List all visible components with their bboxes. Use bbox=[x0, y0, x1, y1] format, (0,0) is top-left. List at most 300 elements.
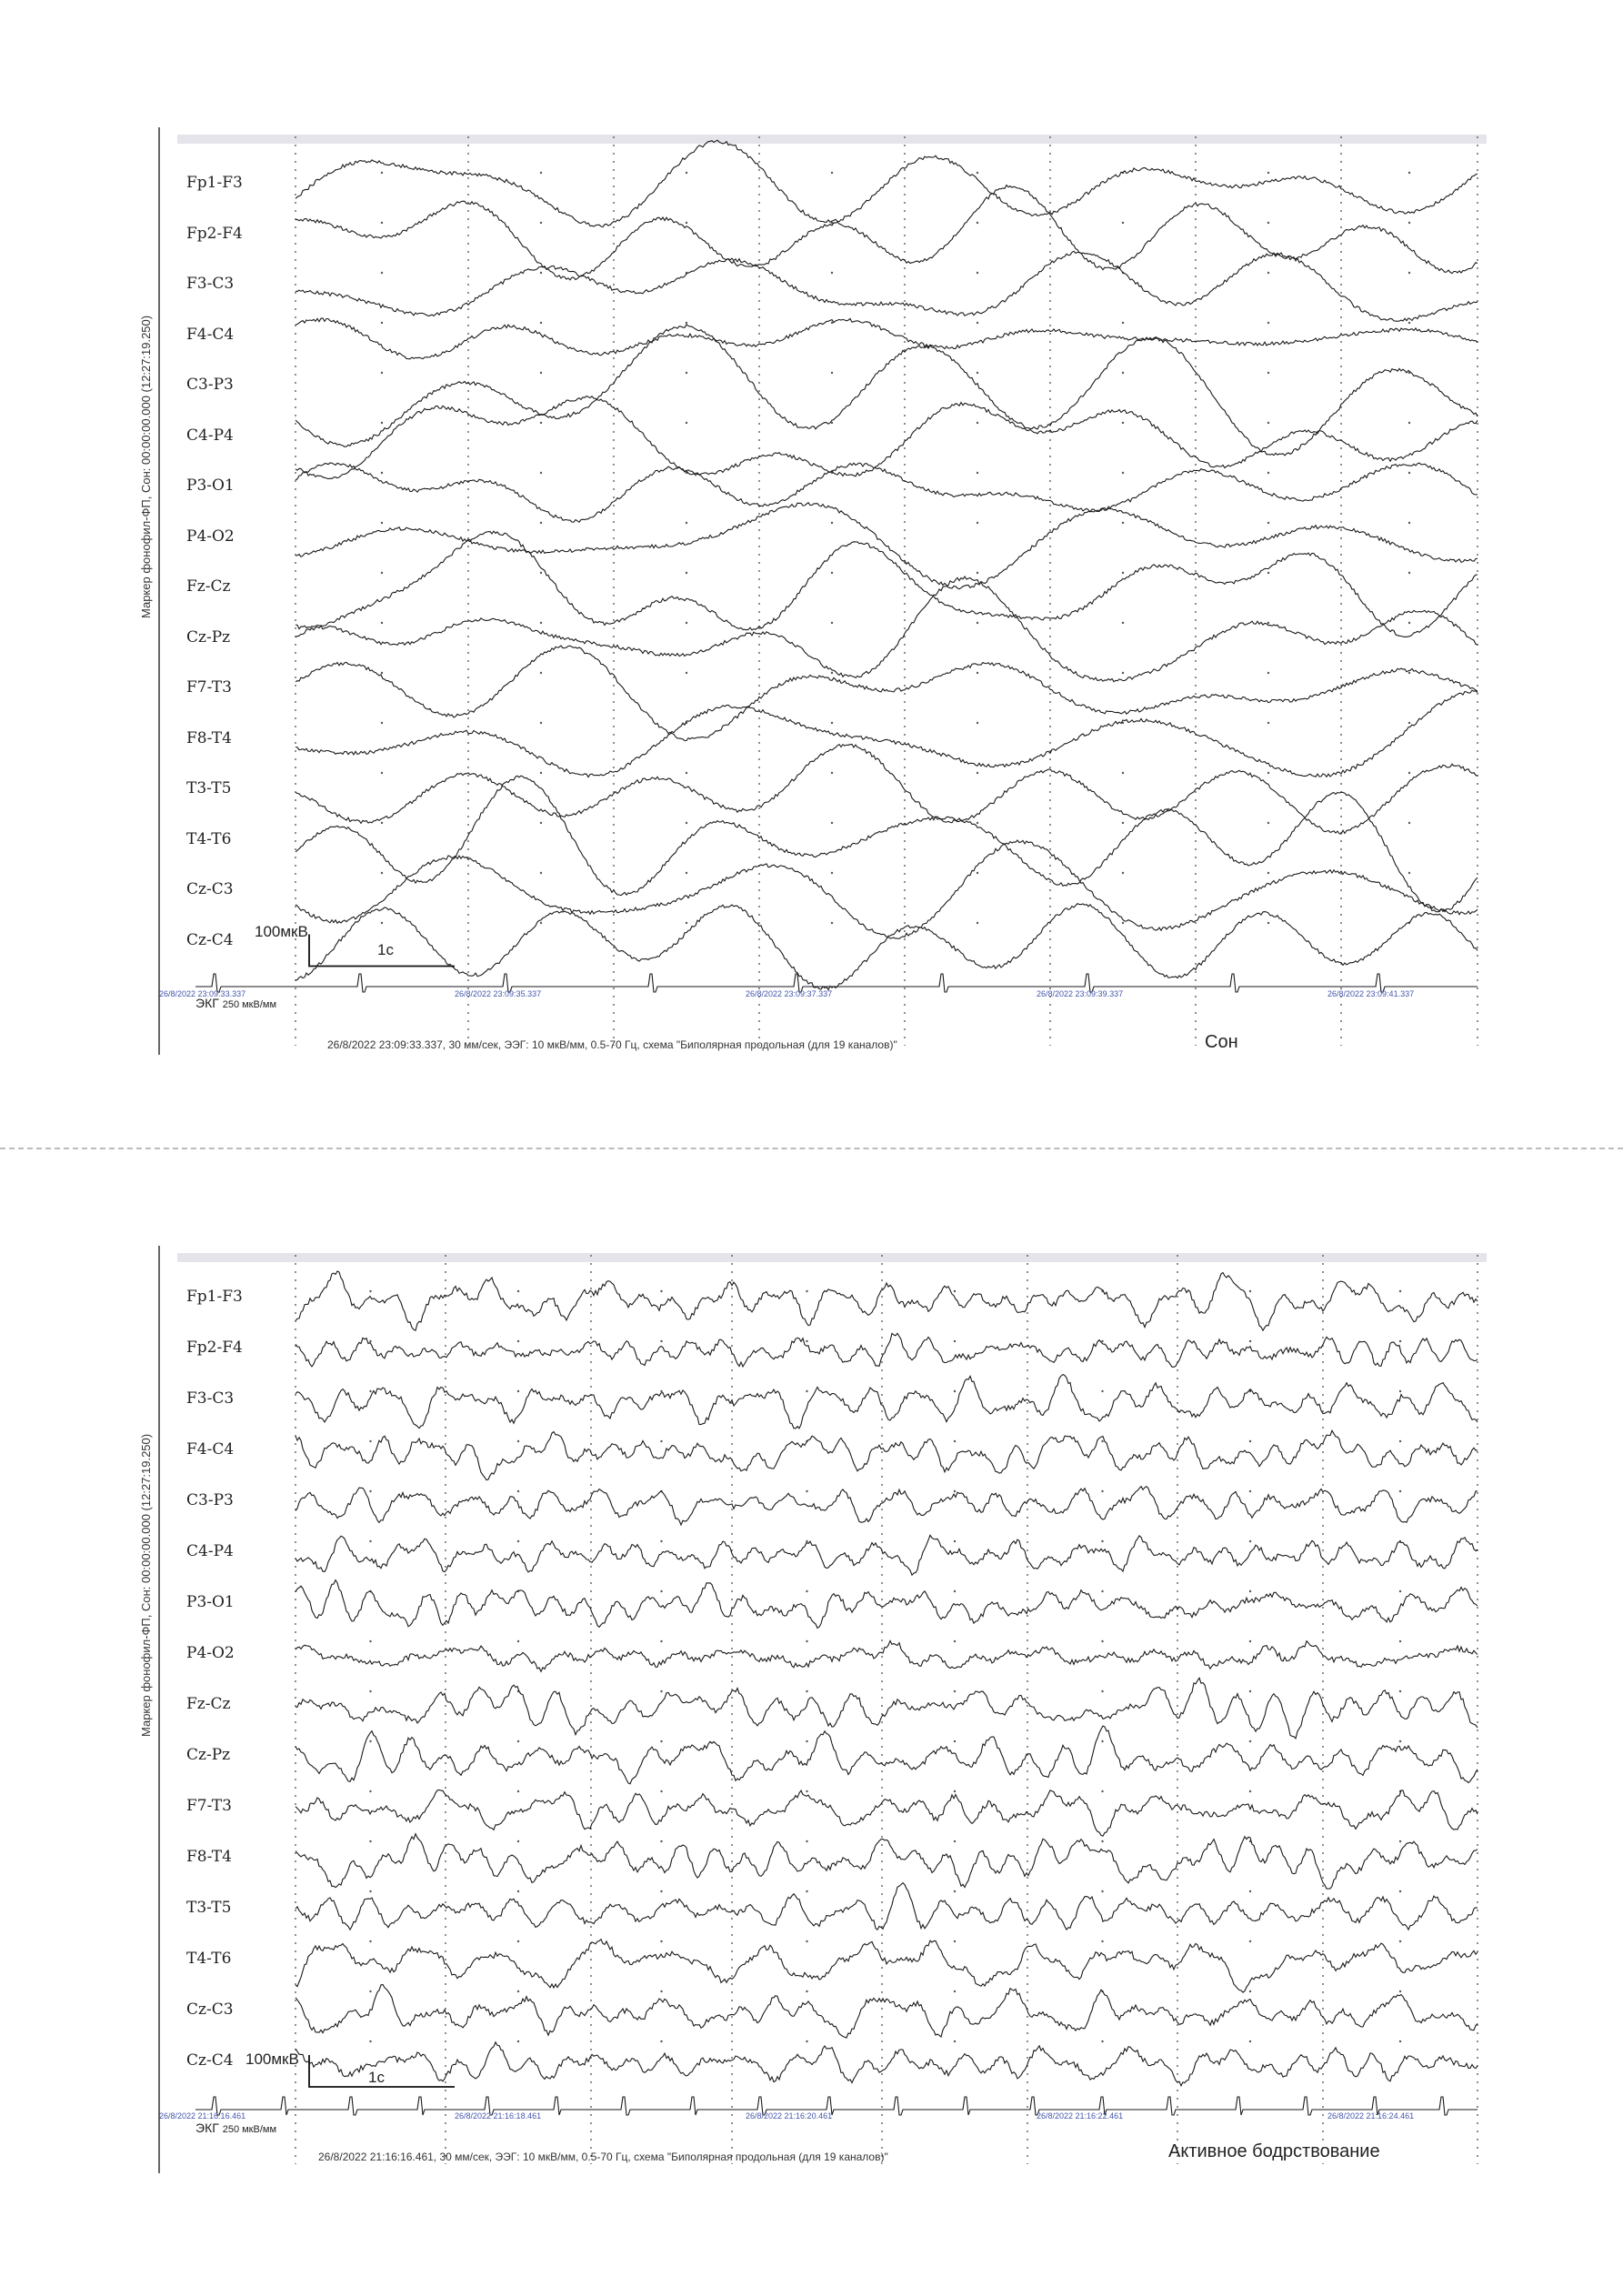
grid-dot bbox=[977, 872, 978, 874]
grid-dot bbox=[954, 1340, 956, 1342]
eeg-panel-awake bbox=[139, 1237, 1487, 2173]
eeg-trace-fp1-f3 bbox=[296, 1271, 1478, 1330]
channel-label: Cz-Pz bbox=[186, 1746, 231, 1764]
channel-label: Fp1-F3 bbox=[186, 1288, 243, 1306]
grid-dot bbox=[806, 2040, 807, 2042]
grid-dot bbox=[369, 1890, 371, 1892]
grid-dot bbox=[1399, 1290, 1401, 1292]
grid-dot bbox=[1408, 472, 1410, 474]
eeg-trace-f8-t4 bbox=[296, 690, 1478, 777]
grid-dot bbox=[1399, 2040, 1401, 2042]
eeg-trace-cz-c3 bbox=[296, 840, 1478, 938]
grid-dot bbox=[1249, 1290, 1251, 1292]
eeg-trace-f4-c4 bbox=[296, 1430, 1478, 1479]
eeg-trace-p4-o2 bbox=[296, 1640, 1478, 1671]
grid-dot bbox=[977, 522, 978, 524]
grid-dot bbox=[1399, 1490, 1401, 1492]
grid-dot bbox=[1267, 322, 1269, 324]
grid-dot bbox=[540, 372, 542, 374]
grid-dot bbox=[977, 222, 978, 224]
grid-dot bbox=[831, 722, 833, 724]
grid-dot bbox=[1101, 1640, 1103, 1642]
scale-amplitude-label: 100мкВ bbox=[255, 923, 308, 940]
grid-dot bbox=[1122, 822, 1124, 824]
channel-label: Fp2-F4 bbox=[186, 1338, 243, 1357]
channel-label: F8-T4 bbox=[186, 1848, 232, 1866]
grid-dot bbox=[1122, 872, 1124, 874]
grid-dot bbox=[540, 472, 542, 474]
grid-dot bbox=[660, 1840, 662, 1842]
grid-dot bbox=[954, 1390, 956, 1392]
grid-dot bbox=[1408, 272, 1410, 274]
grid-dot bbox=[806, 1490, 807, 1492]
grid-dot bbox=[1122, 772, 1124, 774]
grid-dot bbox=[831, 622, 833, 624]
channel-label: Cz-C3 bbox=[186, 880, 234, 898]
grid-dot bbox=[369, 1740, 371, 1742]
grid-dot bbox=[1122, 922, 1124, 924]
grid-dot bbox=[1399, 1440, 1401, 1442]
grid-dot bbox=[1101, 1940, 1103, 1942]
eeg-trace-p3-o1 bbox=[296, 463, 1478, 522]
grid-dot bbox=[1399, 1690, 1401, 1692]
grid-dot bbox=[660, 1640, 662, 1642]
grid-dot bbox=[381, 922, 383, 924]
eeg-trace-p3-o1 bbox=[296, 1580, 1478, 1629]
grid-dot bbox=[660, 1440, 662, 1442]
ecg-scale: 250 мкВ/мм bbox=[222, 2124, 277, 2135]
channel-label: Cz-C4 bbox=[186, 930, 234, 949]
ecg-label bbox=[195, 2121, 276, 2135]
grid-dot bbox=[1267, 422, 1269, 424]
grid-dot bbox=[954, 1840, 956, 1842]
grid-dot bbox=[381, 372, 383, 374]
channel-label: C4-P4 bbox=[186, 426, 234, 445]
eeg-trace-cz-c4 bbox=[296, 2042, 1478, 2086]
channel-label: T4-T6 bbox=[186, 1950, 232, 1968]
grid-dot bbox=[1267, 522, 1269, 524]
grid-dot bbox=[517, 1740, 519, 1742]
grid-dot bbox=[369, 1940, 371, 1942]
grid-dot bbox=[686, 822, 687, 824]
grid-dot bbox=[1399, 1590, 1401, 1592]
state-label: Активное бодрствование bbox=[1168, 2141, 1380, 2161]
grid-dot bbox=[1101, 1490, 1103, 1492]
grid-dot bbox=[540, 822, 542, 824]
channel-label: T3-T5 bbox=[186, 779, 232, 797]
grid-dot bbox=[1408, 672, 1410, 674]
grid-dot bbox=[1267, 272, 1269, 274]
grid-dot bbox=[1408, 522, 1410, 524]
grid-dot bbox=[1399, 1390, 1401, 1392]
channel-label: P4-O2 bbox=[186, 526, 235, 546]
grid-dot bbox=[1249, 1890, 1251, 1892]
eeg-trace-t4-t6 bbox=[296, 776, 1478, 912]
grid-dot bbox=[1267, 672, 1269, 674]
grid-dot bbox=[540, 272, 542, 274]
grid-dot bbox=[806, 1940, 807, 1942]
grid-dot bbox=[1101, 1840, 1103, 1842]
timestamp-marker: 26/8/2022 21:16:16.461 bbox=[159, 2111, 246, 2121]
grid-dot bbox=[517, 1990, 519, 1992]
state-label: Сон bbox=[1205, 1032, 1238, 1052]
grid-dot bbox=[1267, 922, 1269, 924]
channel-label: P3-O1 bbox=[186, 476, 235, 495]
eeg-trace-c4-p4 bbox=[296, 1535, 1478, 1575]
channel-label: P3-O1 bbox=[186, 1593, 235, 1611]
grid-dot bbox=[954, 1890, 956, 1892]
grid-dot bbox=[1122, 672, 1124, 674]
ecg-trace bbox=[195, 2097, 1478, 2115]
grid-dot bbox=[686, 622, 687, 624]
grid-dot bbox=[1101, 1340, 1103, 1342]
channel-label: F4-C4 bbox=[186, 325, 235, 344]
eeg-trace-fp2-f4 bbox=[296, 185, 1478, 280]
grid-dot bbox=[1267, 372, 1269, 374]
grid-dot bbox=[1408, 772, 1410, 774]
timestamp-marker: 26/8/2022 23:09:35.337 bbox=[455, 989, 542, 998]
grid-dot bbox=[381, 222, 383, 224]
channel-label: F4-C4 bbox=[186, 1440, 235, 1459]
eeg-trace-cz-pz bbox=[296, 577, 1478, 682]
channel-label: Fp1-F3 bbox=[186, 174, 243, 192]
grid-dot bbox=[517, 1440, 519, 1442]
grid-dot bbox=[1249, 1540, 1251, 1542]
grid-dot bbox=[1408, 722, 1410, 724]
eeg-trace-fp1-f3 bbox=[296, 140, 1478, 226]
grid-dot bbox=[806, 1990, 807, 1992]
grid-dot bbox=[381, 622, 383, 624]
grid-dot bbox=[369, 1540, 371, 1542]
eeg-trace-c3-p3 bbox=[296, 1487, 1478, 1525]
grid-dot bbox=[806, 1740, 807, 1742]
grid-dot bbox=[381, 872, 383, 874]
eeg-trace-f3-c3 bbox=[296, 1375, 1478, 1429]
ecg-label-text: ЭКГ bbox=[195, 2121, 219, 2135]
grid-dot bbox=[1249, 1640, 1251, 1642]
grid-dot bbox=[1267, 472, 1269, 474]
grid-dot bbox=[381, 422, 383, 424]
eeg-trace-area bbox=[159, 1237, 1487, 2173]
grid-dot bbox=[831, 822, 833, 824]
eeg-trace-f3-c3 bbox=[296, 251, 1478, 321]
grid-dot bbox=[831, 922, 833, 924]
grid-dot bbox=[1249, 1740, 1251, 1742]
grid-dot bbox=[517, 1840, 519, 1842]
grid-dot bbox=[517, 1390, 519, 1392]
page-separator bbox=[0, 1148, 1623, 1149]
channel-label: Cz-C4 bbox=[186, 2051, 234, 2070]
grid-dot bbox=[954, 1790, 956, 1792]
grid-dot bbox=[806, 1790, 807, 1792]
channel-label: C4-P4 bbox=[186, 1542, 234, 1560]
grid-dot bbox=[369, 1790, 371, 1792]
scale-time-label: 1с bbox=[377, 941, 394, 958]
grid-dot bbox=[686, 222, 687, 224]
grid-dot bbox=[1101, 1790, 1103, 1792]
grid-dot bbox=[831, 572, 833, 574]
eeg-trace-fz-cz bbox=[296, 1678, 1478, 1739]
grid-dot bbox=[369, 1290, 371, 1292]
top-band bbox=[177, 1253, 1487, 1262]
grid-dot bbox=[660, 1940, 662, 1942]
grid-dot bbox=[1399, 1640, 1401, 1642]
grid-dot bbox=[1101, 1890, 1103, 1892]
grid-dot bbox=[1249, 1990, 1251, 1992]
grid-dot bbox=[381, 522, 383, 524]
grid-dot bbox=[686, 172, 687, 174]
grid-dot bbox=[1122, 422, 1124, 424]
grid-dot bbox=[540, 622, 542, 624]
channel-label: F8-T4 bbox=[186, 728, 232, 747]
grid-dot bbox=[1408, 322, 1410, 324]
grid-dot bbox=[1101, 1540, 1103, 1542]
grid-dot bbox=[1122, 372, 1124, 374]
grid-dot bbox=[517, 1940, 519, 1942]
grid-dot bbox=[381, 722, 383, 724]
grid-dot bbox=[831, 322, 833, 324]
grid-dot bbox=[660, 1890, 662, 1892]
grid-dot bbox=[540, 222, 542, 224]
grid-dot bbox=[977, 672, 978, 674]
grid-dot bbox=[831, 372, 833, 374]
grid-dot bbox=[369, 1440, 371, 1442]
grid-dot bbox=[1249, 1440, 1251, 1442]
grid-dot bbox=[1101, 2040, 1103, 2042]
grid-dot bbox=[517, 1290, 519, 1292]
grid-dot bbox=[954, 1690, 956, 1692]
timestamp-marker: 26/8/2022 23:09:41.337 bbox=[1327, 989, 1415, 998]
grid-dot bbox=[381, 772, 383, 774]
grid-dot bbox=[954, 1490, 956, 1492]
grid-dot bbox=[1408, 822, 1410, 824]
grid-dot bbox=[660, 2040, 662, 2042]
grid-dot bbox=[1408, 572, 1410, 574]
channel-label: F7-T3 bbox=[186, 678, 232, 697]
grid-dot bbox=[806, 1290, 807, 1292]
grid-dot bbox=[1267, 622, 1269, 624]
timestamp-marker: 26/8/2022 23:09:37.337 bbox=[746, 989, 833, 998]
grid-dot bbox=[954, 1290, 956, 1292]
grid-dot bbox=[686, 872, 687, 874]
channel-label: F3-C3 bbox=[186, 275, 235, 293]
grid-dot bbox=[660, 1540, 662, 1542]
timestamp-marker: 26/8/2022 21:16:24.461 bbox=[1327, 2111, 1415, 2121]
grid-dot bbox=[831, 772, 833, 774]
grid-dot bbox=[1249, 1590, 1251, 1592]
grid-dot bbox=[1122, 322, 1124, 324]
grid-dot bbox=[381, 472, 383, 474]
grid-dot bbox=[381, 672, 383, 674]
grid-dot bbox=[1408, 872, 1410, 874]
channel-label: P4-O2 bbox=[186, 1644, 235, 1662]
grid-dot bbox=[1267, 222, 1269, 224]
grid-dot bbox=[831, 522, 833, 524]
recording-settings: 26/8/2022 21:16:16.461, 30 мм/сек, ЭЭГ: 10 мкВ/мм, 0.5-70 Гц, схема "Биполярная продольная (для 19 каналов)" bbox=[318, 2151, 888, 2163]
grid-dot bbox=[660, 1390, 662, 1392]
channel-label: Fz-Cz bbox=[186, 1695, 231, 1713]
eeg-trace-t3-t5 bbox=[296, 745, 1478, 835]
eeg-panel-sleep bbox=[139, 118, 1487, 1055]
grid-dot bbox=[977, 172, 978, 174]
grid-dot bbox=[954, 1740, 956, 1742]
channel-label: Cz-C3 bbox=[186, 2000, 234, 2019]
grid-dot bbox=[381, 272, 383, 274]
grid-dot bbox=[1399, 1940, 1401, 1942]
grid-dot bbox=[1249, 1940, 1251, 1942]
channel-label: T4-T6 bbox=[186, 829, 232, 848]
channel-label: T3-T5 bbox=[186, 1899, 232, 1917]
grid-dot bbox=[517, 1790, 519, 1792]
grid-dot bbox=[831, 272, 833, 274]
grid-dot bbox=[1399, 1340, 1401, 1342]
grid-dot bbox=[806, 1540, 807, 1542]
grid-dot bbox=[1249, 1790, 1251, 1792]
grid-dot bbox=[381, 172, 383, 174]
grid-dot bbox=[1399, 1840, 1401, 1842]
grid-dot bbox=[1122, 222, 1124, 224]
scale-amplitude-label: 100мкВ bbox=[245, 2050, 299, 2068]
grid-dot bbox=[977, 372, 978, 374]
grid-dot bbox=[954, 1540, 956, 1542]
grid-dot bbox=[686, 322, 687, 324]
grid-dot bbox=[369, 1640, 371, 1642]
grid-dot bbox=[1101, 1690, 1103, 1692]
grid-dot bbox=[831, 872, 833, 874]
grid-dot bbox=[806, 1690, 807, 1692]
grid-dot bbox=[977, 772, 978, 774]
grid-dot bbox=[540, 522, 542, 524]
eeg-trace-cz-c4 bbox=[296, 904, 1478, 990]
top-band bbox=[177, 135, 1487, 144]
grid-dot bbox=[540, 722, 542, 724]
grid-dot bbox=[1399, 1740, 1401, 1742]
grid-dot bbox=[977, 272, 978, 274]
channel-label: Fz-Cz bbox=[186, 577, 231, 596]
marker-text: Маркер фонофил-ФП, Сон: 00:00:00.000 (12:27:19.250) bbox=[139, 315, 153, 618]
channel-label: C3-P3 bbox=[186, 1491, 234, 1509]
grid-dot bbox=[1101, 1740, 1103, 1742]
grid-dot bbox=[977, 322, 978, 324]
grid-dot bbox=[954, 1640, 956, 1642]
grid-dot bbox=[1267, 822, 1269, 824]
channel-label: C3-P3 bbox=[186, 376, 234, 394]
grid-dot bbox=[1267, 772, 1269, 774]
channel-label: F3-C3 bbox=[186, 1389, 235, 1408]
grid-dot bbox=[977, 572, 978, 574]
timestamp-marker: 26/8/2022 23:09:33.337 bbox=[159, 989, 246, 998]
grid-dot bbox=[806, 1390, 807, 1392]
grid-dot bbox=[806, 1340, 807, 1342]
grid-dot bbox=[381, 322, 383, 324]
grid-dot bbox=[686, 522, 687, 524]
grid-dot bbox=[540, 872, 542, 874]
eeg-trace-c4-p4 bbox=[296, 396, 1478, 479]
grid-dot bbox=[806, 1890, 807, 1892]
channel-label: F7-T3 bbox=[186, 1797, 232, 1815]
grid-dot bbox=[831, 672, 833, 674]
grid-dot bbox=[977, 472, 978, 474]
grid-dot bbox=[540, 672, 542, 674]
grid-dot bbox=[954, 1940, 956, 1942]
grid-dot bbox=[1408, 222, 1410, 224]
grid-dot bbox=[686, 372, 687, 374]
eeg-trace-f4-c4 bbox=[296, 318, 1478, 359]
grid-dot bbox=[1408, 172, 1410, 174]
grid-dot bbox=[1249, 1340, 1251, 1342]
grid-dot bbox=[369, 1340, 371, 1342]
grid-dot bbox=[806, 1590, 807, 1592]
grid-dot bbox=[806, 1840, 807, 1842]
grid-dot bbox=[517, 2040, 519, 2042]
timestamp-marker: 26/8/2022 21:16:20.461 bbox=[746, 2111, 833, 2121]
grid-dot bbox=[977, 922, 978, 924]
timestamp-marker: 26/8/2022 21:16:18.461 bbox=[455, 2111, 542, 2121]
grid-dot bbox=[660, 1690, 662, 1692]
grid-dot bbox=[517, 1340, 519, 1342]
grid-dot bbox=[1408, 422, 1410, 424]
grid-dot bbox=[369, 1840, 371, 1842]
eeg-trace-c3-p3 bbox=[296, 325, 1478, 456]
grid-dot bbox=[517, 1540, 519, 1542]
marker-text: Маркер фонофил-ФП, Сон: 00:00:00.000 (12:27:19.250) bbox=[139, 1433, 153, 1737]
grid-dot bbox=[686, 772, 687, 774]
grid-dot bbox=[1267, 172, 1269, 174]
ecg-label-text: ЭКГ bbox=[195, 996, 219, 1010]
eeg-trace-f8-t4 bbox=[296, 1834, 1478, 1889]
eeg-trace-fp2-f4 bbox=[296, 1333, 1478, 1367]
grid-dot bbox=[954, 2040, 956, 2042]
eeg-trace-t3-t5 bbox=[296, 1883, 1478, 1930]
grid-dot bbox=[686, 572, 687, 574]
grid-dot bbox=[977, 822, 978, 824]
grid-dot bbox=[1101, 1390, 1103, 1392]
grid-dot bbox=[1122, 622, 1124, 624]
grid-dot bbox=[1267, 872, 1269, 874]
grid-dot bbox=[1249, 1690, 1251, 1692]
grid-dot bbox=[806, 1640, 807, 1642]
grid-dot bbox=[686, 922, 687, 924]
grid-dot bbox=[977, 722, 978, 724]
grid-dot bbox=[1101, 1440, 1103, 1442]
eeg-trace-cz-c3 bbox=[296, 1985, 1478, 2039]
grid-dot bbox=[381, 822, 383, 824]
grid-dot bbox=[660, 1740, 662, 1742]
grid-dot bbox=[1122, 472, 1124, 474]
ecg-scale: 250 мкВ/мм bbox=[222, 999, 277, 1010]
grid-dot bbox=[540, 322, 542, 324]
grid-dot bbox=[369, 1490, 371, 1492]
grid-dot bbox=[1408, 622, 1410, 624]
grid-dot bbox=[517, 1890, 519, 1892]
channel-label: Fp2-F4 bbox=[186, 224, 243, 243]
grid-dot bbox=[660, 1990, 662, 1992]
timestamp-marker: 26/8/2022 23:09:39.337 bbox=[1037, 989, 1124, 998]
grid-dot bbox=[1122, 572, 1124, 574]
grid-dot bbox=[540, 922, 542, 924]
grid-dot bbox=[517, 1640, 519, 1642]
eeg-trace-p4-o2 bbox=[296, 503, 1478, 589]
eeg-trace-area bbox=[159, 118, 1487, 1055]
recording-settings: 26/8/2022 23:09:33.337, 30 мм/сек, ЭЭГ: 10 мкВ/мм, 0.5-70 Гц, схема "Биполярная продольная (для 19 каналов)" bbox=[327, 1038, 897, 1051]
grid-dot bbox=[1399, 1890, 1401, 1892]
grid-dot bbox=[1267, 572, 1269, 574]
grid-dot bbox=[660, 1290, 662, 1292]
grid-dot bbox=[369, 1990, 371, 1992]
grid-dot bbox=[954, 1440, 956, 1442]
channel-label: Cz-Pz bbox=[186, 627, 231, 647]
grid-dot bbox=[686, 672, 687, 674]
